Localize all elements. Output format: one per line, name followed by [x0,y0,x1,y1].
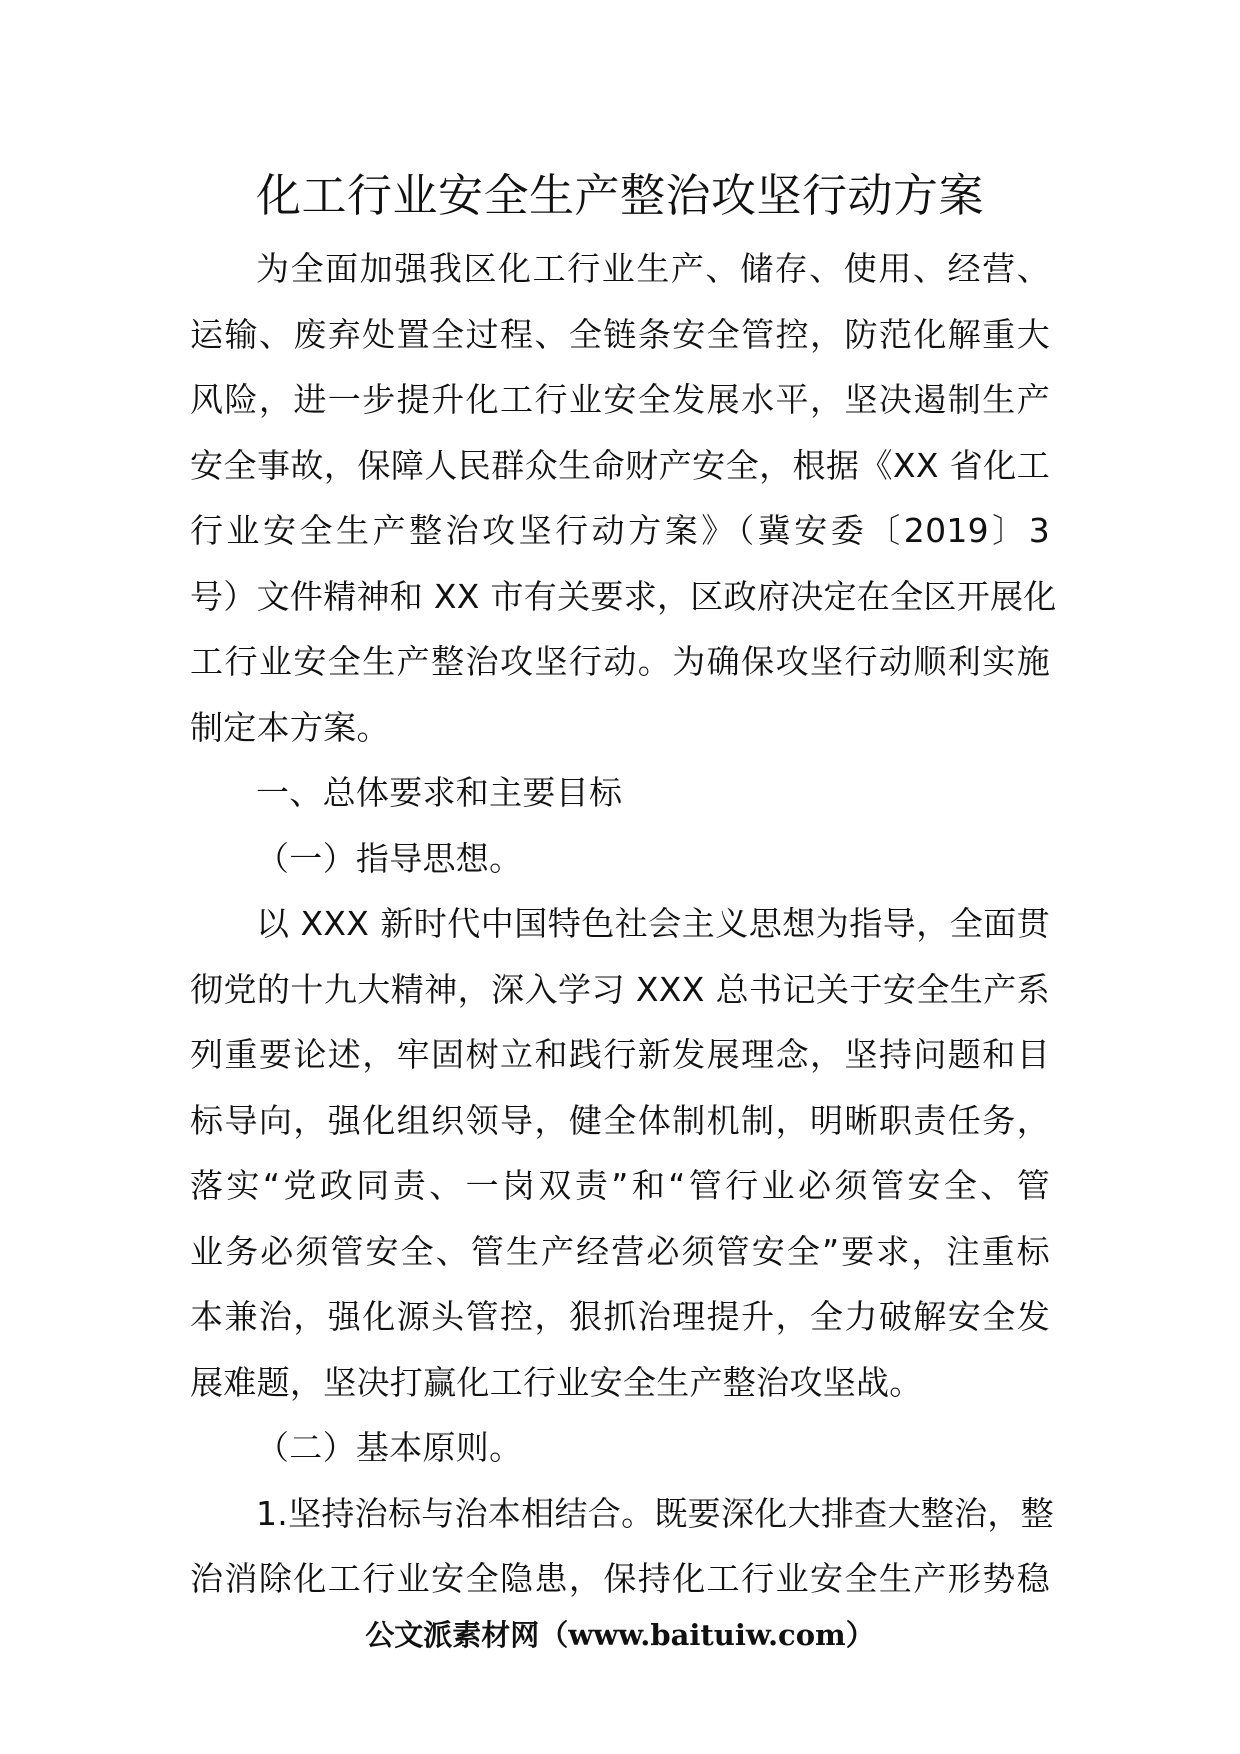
paragraph-line: 工行业安全生产整治攻坚行动。为确保攻坚行动顺利实施 [190,642,1050,681]
paragraph-line: 行业安全生产整治攻坚行动方案》（冀安委〔2019〕3 [190,511,1050,550]
footer-watermark: 公文派素材网（www.baituiw.com） [365,1618,875,1652]
document-body [190,236,1057,1612]
paragraph-line: 业务必须管安全、管生产经营必须管安全”要求，注重标 [190,1231,1050,1271]
paragraph-line: 运输、废弃处置全过程、全链条安全管控，防范化解重大 [190,314,1050,354]
paragraph-line: 展难题，坚决打赢化工行业安全生产整治攻坚战。 [190,1362,923,1402]
paragraph-line: 为全面加强我区化工行业生产、储存、使用、经营、 [256,249,1050,288]
paragraph-line: 以 XXX 新时代中国特色社会主义思想为指导，全面贯 [256,904,1050,943]
paragraph-line: 风险，进一步提升化工行业安全发展水平，坚决遏制生产 [190,380,1050,419]
paragraph-line: 安全事故，保障人民群众生命财产安全，根据《XX 省化工 [190,445,1050,485]
paragraph-line: 落实“党政同责、一岗双责”和“管行业必须管安全、管 [190,1166,1050,1205]
subsection-heading: （一）指导思想。 [256,838,523,878]
subsection-heading: （二）基本原则。 [256,1428,523,1467]
paragraph-line: 彻党的十九大精神，深入学习 XXX 总书记关于安全生产系 [190,969,1050,1009]
paragraph-line: 治消除化工行业安全隐患，保持化工行业安全生产形势稳 [190,1559,1050,1598]
paragraph-line: 号）文件精神和 XX 市有关要求，区政府决定在全区开展化 [190,576,1057,616]
section-heading: 一、总体要求和主要目标 [256,773,623,812]
paragraph-line: 1.坚持治标与治本相结合。既要深化大排查大整治，整 [256,1493,1054,1533]
document-title: 化工行业安全生产整治攻坚行动方案 [255,169,984,222]
paragraph-line: 本兼治，强化源头管控，狠抓治理提升，全力破解安全发 [190,1297,1050,1336]
paragraph-line: 列重要论述，牢固树立和践行新发展理念，坚持问题和目 [190,1035,1050,1074]
paragraph-line: 制定本方案。 [190,707,390,747]
paragraph-line: 标导向，强化组织领导，健全体制机制，明晰职责任务， [190,1100,1050,1140]
